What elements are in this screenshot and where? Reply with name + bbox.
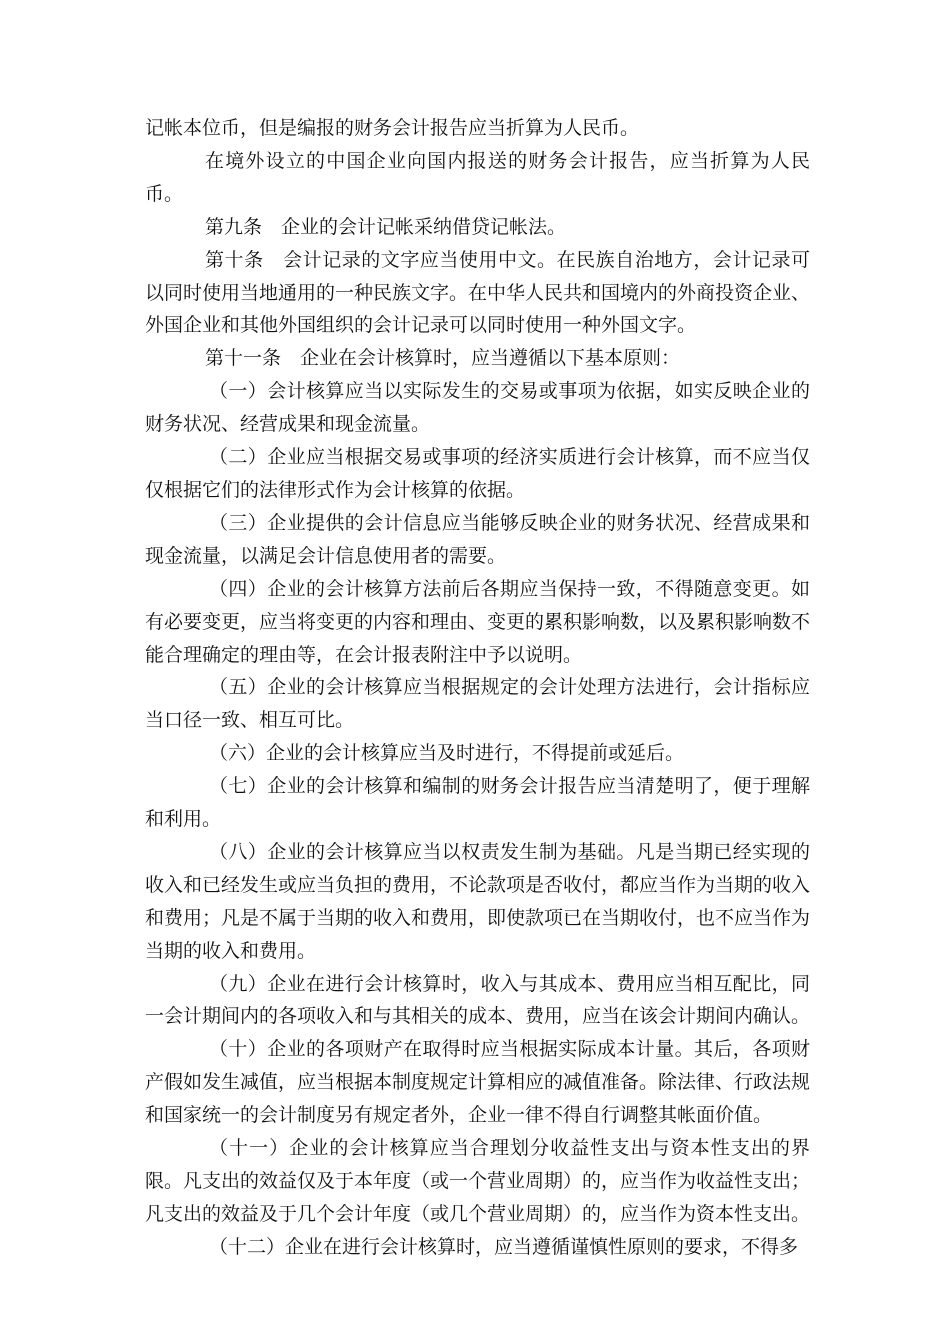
article-10: 第十条 会计记录的文字应当使用中文。在民族自治地方，会计记录可以同时使用当地通用的一种民族文字。在中华人民共和国境内的外商投资企业、外国企业和其他外国组织的会计记录可以同时使用一种外国文字。 — [145, 248, 811, 337]
principle-item: （九）企业在进行会计核算时，收入与其成本、费用应当相互配比，同一会计期间内的各项收入和与其相关的成本、费用，应当在该会计期间内确认。 — [145, 972, 811, 1028]
principle-item: （四）企业的会计核算方法前后各期应当保持一致，不得随意变更。如有必要变更，应当将变更的内容和理由、变更的累积影响数，以及累积影响数不能合理确定的理由等，在会计报表附注中予以说明。 — [145, 577, 811, 666]
principle-item: （七）企业的会计核算和编制的财务会计报告应当清楚明了，便于理解和利用。 — [145, 775, 810, 831]
article-9: 第九条 企业的会计记帐采纳借贷记帐法。 — [205, 215, 567, 238]
principle-item: （十一）企业的会计核算应当合理划分收益性支出与资本性支出的界限。凡支出的效益仅及于本年度（或一个营业周期）的，应当作为收益性支出；凡支出的效益及于几个会计年度（或几个营业周期）的，应当作为资本性支出。 — [145, 1137, 811, 1225]
document-body — [145, 112, 810, 1264]
article-11: 第十一条 企业在会计核算时，应当遵循以下基本原则： — [205, 347, 681, 370]
principle-item: （十二）企业在进行会计核算时，应当遵循谨慎性原则的要求，不得多 — [209, 1235, 799, 1258]
principle-item: （八）企业的会计核算应当以权责发生制为基础。凡是当期已经实现的收入和已经发生或应当负担的费用，不论款项是否收付，都应当作为当期的收入和费用；凡是不属于当期的收入和费用，即使款项已在当期收付，也不应当作为当期的收入和费用。 — [145, 840, 811, 962]
principle-item: （六）企业的会计核算应当及时进行，不得提前或延后。 — [209, 742, 685, 765]
principle-item: （一）会计核算应当以实际发生的交易或事项为依据，如实反映企业的财务状况、经营成果和现金流量。 — [145, 380, 810, 436]
principle-item: （十）企业的各项财产在取得时应当根据实际成本计量。其后，各项财产假如发生减值，应当根据本制度规定计算相应的减值准备。除法律、行政法规和国家统一的会计制度另有规定者外，企业一律不得自行调整其帐面价值。 — [145, 1038, 811, 1127]
paragraph: 记帐本位币，但是编报的财务会计报告应当折算为人民币。 — [145, 117, 640, 139]
principle-item: （三）企业提供的会计信息应当能够反映企业的财务状况、经营成果和现金流量，以满足会计信息使用者的需要。 — [145, 511, 810, 567]
principle-item: （二）企业应当根据交易或事项的经济实质进行会计核算，而不应当仅仅根据它们的法律形式作为会计核算的依据。 — [145, 446, 810, 501]
principle-item: （五）企业的会计核算应当根据规定的会计处理方法进行，会计指标应当口径一致、相互可比。 — [145, 676, 810, 732]
paragraph: 在境外设立的中国企业向国内报送的财务会计报告，应当折算为人民币。 — [145, 149, 810, 205]
